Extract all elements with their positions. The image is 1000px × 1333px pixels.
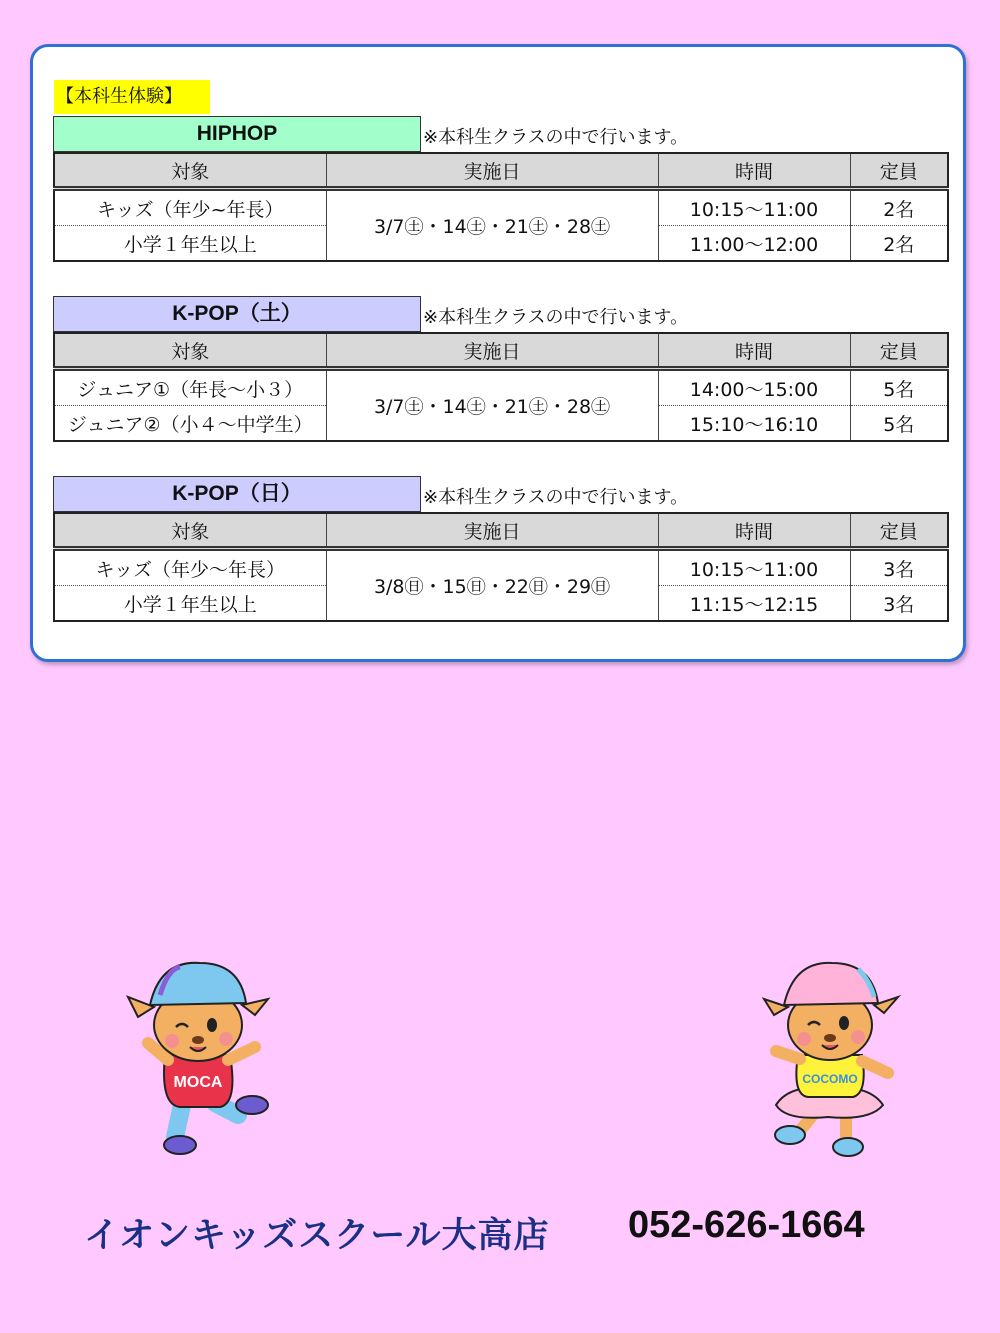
section-kpop-sun bbox=[53, 476, 947, 622]
mascot-nose bbox=[192, 1036, 204, 1044]
dates-cell: 3/7㊏・14㊏・21㊏・28㊏ bbox=[326, 189, 658, 262]
table-header-row bbox=[54, 153, 948, 189]
col-header-time: 時間 bbox=[658, 333, 850, 369]
mascot-hat bbox=[784, 963, 878, 1005]
mascot-moca-image bbox=[120, 955, 280, 1160]
schedule-table bbox=[53, 332, 949, 442]
col-header-capacity: 定員 bbox=[850, 153, 948, 189]
course-title: HIPHOP bbox=[53, 116, 421, 152]
target-cell: 小学１年生以上 bbox=[54, 226, 326, 262]
mascot-cheek bbox=[165, 1034, 179, 1048]
col-header-capacity: 定員 bbox=[850, 513, 948, 549]
table-header-row bbox=[54, 513, 948, 549]
course-title: K-POP（日） bbox=[53, 476, 421, 512]
col-header-dates: 実施日 bbox=[326, 333, 658, 369]
table-row bbox=[54, 189, 948, 226]
capacity-cell: 5名 bbox=[850, 406, 948, 442]
time-cell: 11:15～12:15 bbox=[658, 586, 850, 622]
capacity-cell: 2名 bbox=[850, 226, 948, 262]
course-title: K-POP（土） bbox=[53, 296, 421, 332]
target-cell: ジュニア②（小４～中学生） bbox=[54, 406, 326, 442]
table-row bbox=[54, 549, 948, 586]
col-header-dates: 実施日 bbox=[326, 513, 658, 549]
time-cell: 11:00～12:00 bbox=[658, 226, 850, 262]
course-note: ※本科生クラスの中で行います。 bbox=[423, 487, 689, 508]
mascot-cocomo-image bbox=[758, 955, 908, 1160]
col-header-target: 対象 bbox=[54, 513, 326, 549]
time-cell: 14:00～15:00 bbox=[658, 369, 850, 406]
mascot-eye bbox=[839, 1016, 849, 1030]
section-hiphop bbox=[53, 116, 947, 262]
col-header-target: 対象 bbox=[54, 333, 326, 369]
course-note: ※本科生クラスの中で行います。 bbox=[423, 127, 689, 148]
school-name: イオンキッズスクール大高店 bbox=[84, 1216, 550, 1256]
time-cell: 15:10～16:10 bbox=[658, 406, 850, 442]
mascot-cheek bbox=[851, 1030, 865, 1044]
mascot-cheek bbox=[219, 1032, 233, 1046]
mascot-nose bbox=[824, 1034, 836, 1042]
capacity-cell: 3名 bbox=[850, 549, 948, 586]
schedule-table bbox=[53, 152, 949, 262]
phone-number[interactable]: 052-626-1664 bbox=[628, 1204, 865, 1246]
mascot-arm bbox=[776, 1051, 800, 1059]
mascot-shoe bbox=[236, 1096, 268, 1114]
col-header-target: 対象 bbox=[54, 153, 326, 189]
time-cell: 10:15～11:00 bbox=[658, 189, 850, 226]
trial-label: 【本科生体験】 bbox=[54, 80, 210, 114]
col-header-time: 時間 bbox=[658, 513, 850, 549]
mascot-shoe bbox=[164, 1136, 196, 1154]
dates-cell: 3/8㊐・15㊐・22㊐・29㊐ bbox=[326, 549, 658, 622]
capacity-cell: 3名 bbox=[850, 586, 948, 622]
capacity-cell: 2名 bbox=[850, 189, 948, 226]
table-header-row bbox=[54, 333, 948, 369]
mascot-eye bbox=[207, 1018, 217, 1032]
mascot-shirt-text: COCOMO bbox=[802, 1072, 858, 1086]
dates-cell: 3/7㊏・14㊏・21㊏・28㊏ bbox=[326, 369, 658, 442]
schedule-table bbox=[53, 512, 949, 622]
mascot-arm bbox=[862, 1061, 888, 1073]
target-cell: キッズ（年少～年長） bbox=[54, 549, 326, 586]
target-cell: ジュニア①（年長～小３） bbox=[54, 369, 326, 406]
course-note: ※本科生クラスの中で行います。 bbox=[423, 307, 689, 328]
mascot-leg bbox=[175, 1105, 182, 1137]
target-cell: キッズ（年少~年長） bbox=[54, 189, 326, 226]
capacity-cell: 5名 bbox=[850, 369, 948, 406]
mascot-shoe bbox=[833, 1138, 863, 1156]
target-cell: 小学１年生以上 bbox=[54, 586, 326, 622]
table-row bbox=[54, 369, 948, 406]
time-cell: 10:15～11:00 bbox=[658, 549, 850, 586]
mascot-ear bbox=[128, 997, 154, 1017]
mascot-shoe bbox=[775, 1126, 805, 1144]
col-header-time: 時間 bbox=[658, 153, 850, 189]
mascot-shirt-text: MOCA bbox=[173, 1074, 223, 1091]
mascot-cheek bbox=[797, 1032, 811, 1046]
col-header-dates: 実施日 bbox=[326, 153, 658, 189]
section-kpop-sat bbox=[53, 296, 947, 442]
col-header-capacity: 定員 bbox=[850, 333, 948, 369]
